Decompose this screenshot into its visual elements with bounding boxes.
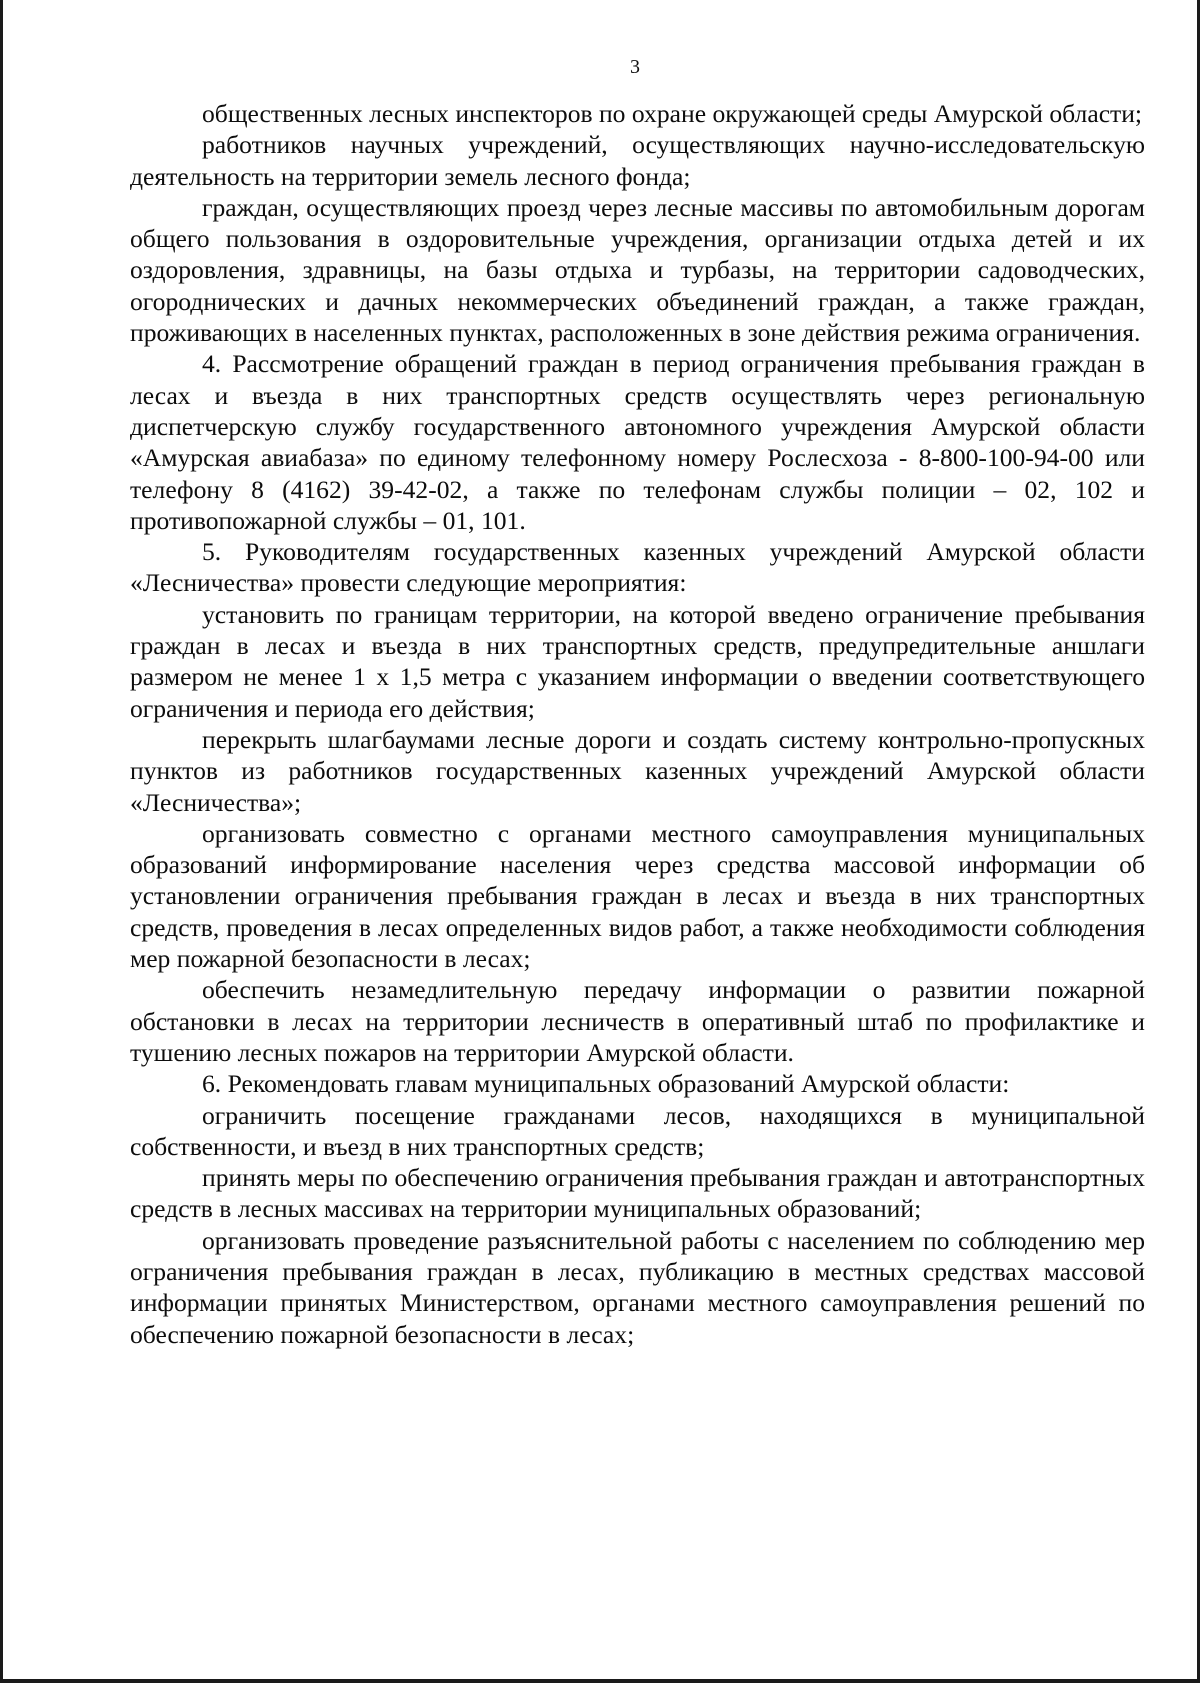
paragraph: организовать проведение разъяснительной работы с населением по соблюдению мер ограничения пребывания граждан в лесах, публикацию в местных средствах массовой информации принятых Министерством, органами местного самоуправления решений по обеспечению пожарной безопасности в лесах; [130,1225,1145,1349]
scan-edge-bottom [0,1679,1200,1683]
paragraph: 5. Руководителям государственных казенных учреждений Амурской области «Лесничества» провести следующие мероприятия: [130,537,1145,598]
paragraph: граждан, осуществляющих проезд через лесные массивы по автомобильным дорогам общего пользования в оздоровительные учреждения, организации отдыха детей и их оздоровления, здравницы, на базы отдыха и турбазы, на территории садоводческих, огороднических и дачных некоммерческих объединений граждан, а также граждан, проживающих в населенных пунктах, расположенных в зоне действия режима ограничения. [130,192,1145,348]
paragraph: ограничить посещение гражданами лесов, находящихся в муниципальной собственности, и въезд в них транспортных средств; [130,1100,1145,1161]
paragraph: установить по границам территории, на которой введено ограничение пребывания граждан в лесах и въезда в них транспортных средств, предупредительные аншлаги размером не менее 1 х 1,5 метра с указанием информации о введении соответствующего ограничения и периода его действия; [130,599,1145,723]
paragraph: принять меры по обеспечению ограничения пребывания граждан и автотранспортных средств в лесных массивах на территории муниципальных образований; [130,1163,1145,1224]
paragraph: 4. Рассмотрение обращений граждан в период ограничения пребывания граждан в лесах и въезда в них транспортных средств осуществлять через региональную диспетчерскую службу государственного автономного учреждения Амурской области «Амурская авиабаза» по единому телефонному номеру Рослесхоза - 8-800-100-94-00 или телефону 8 (4162) 39-42-02, а также по телефонам службы полиции – 02, 102 и противопожарной службы – 01, 101. [130,349,1145,535]
scan-edge-left [0,0,3,1683]
document-body [130,98,1145,1350]
paragraph: общественных лесных инспекторов по охране окружающей среды Амурской области; [202,99,1143,128]
paragraph: обеспечить незамедлительную передачу информации о развитии пожарной обстановки в лесах на территории лесничеств в оперативный штаб по профилактике и тушению лесных пожаров на территории Амурской области. [130,975,1145,1067]
paragraph: перекрыть шлагбаумами лесные дороги и создать систему контрольно-пропускных пунктов из работников государственных казенных учреждений Амурской области «Лесничества»; [130,724,1145,817]
paragraph: организовать совместно с органами местного самоуправления муниципальных образований информирование населения через средства массовой информации об установлении ограничения пребывания граждан в лесах и въезда в них транспортных средств, проведения в лесах определенных видов работ, а также необходимости соблюдения мер пожарной безопасности в лесах; [130,818,1145,974]
paragraph: работников научных учреждений, осуществляющих научно-исследовательскую деятельность на территории земель лесного фонда; [130,130,1145,191]
page-number: 3 [630,56,640,78]
paragraph: 6. Рекомендовать главам муниципальных образований Амурской области: [202,1069,1010,1099]
